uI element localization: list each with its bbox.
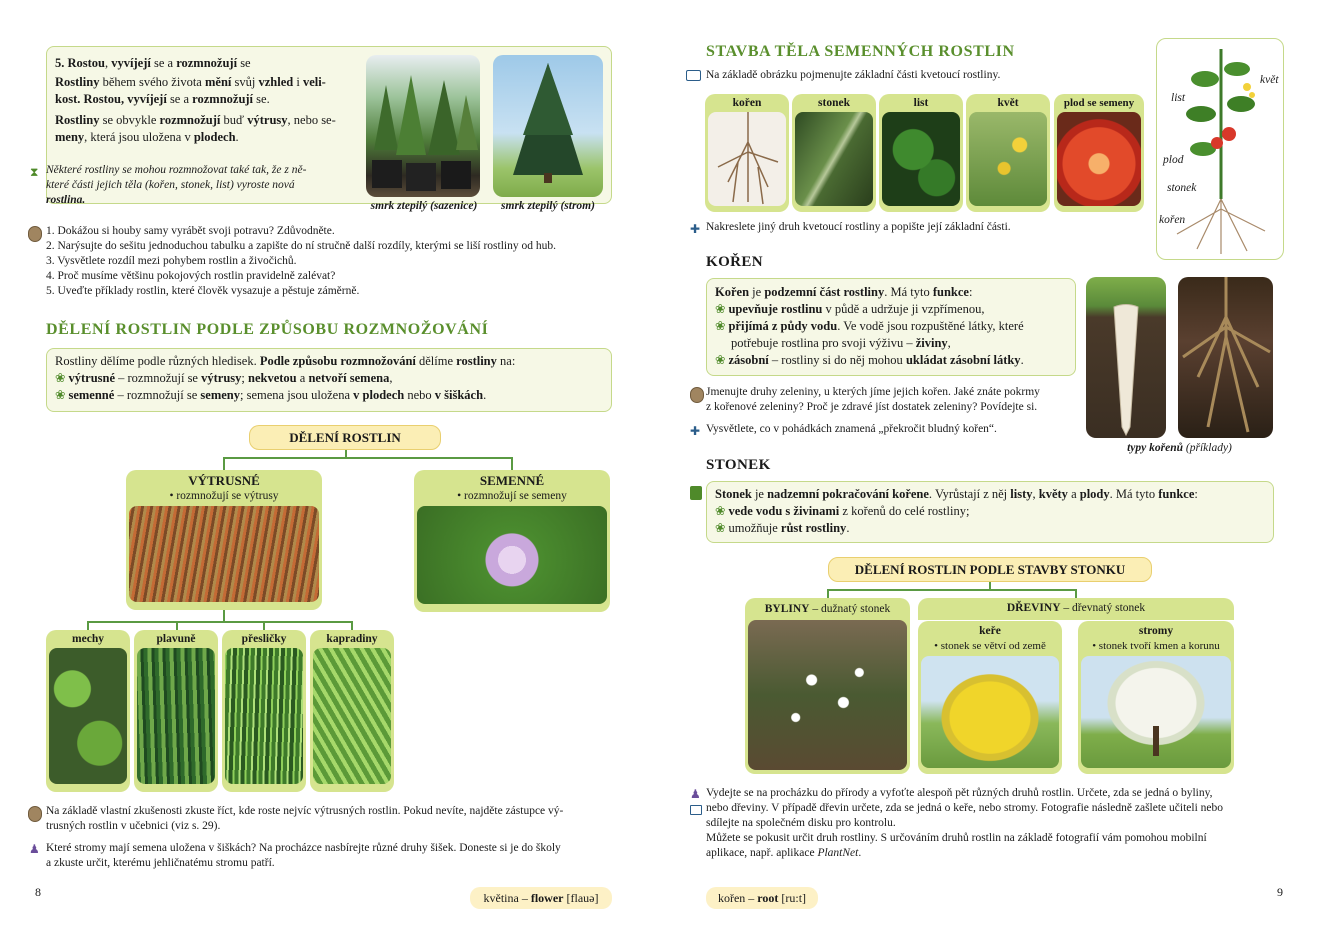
puzzle-icon: ✚ — [690, 424, 701, 438]
diagram-label-list: list — [1171, 92, 1186, 104]
tree-connector — [87, 621, 353, 623]
spruce-tree-photo — [493, 55, 603, 197]
parts-instruction: Na základě obrázku pojmenujte základní části kvetoucí rostliny. — [706, 69, 1001, 81]
subgroup-kapradiny: kapradiny — [310, 630, 394, 792]
spruce-seedlings-caption: smrk ztepilý (sazenice) — [370, 200, 478, 212]
part-card-koren: kořen — [705, 94, 789, 212]
stem-tree-root-label: DĚLENÍ ROSTLIN PODLE STAVBY STONKU — [828, 557, 1152, 582]
footer-vocab-left: květina – flower [flauə] — [470, 887, 612, 909]
subgroup-preslicky: přesličky — [222, 630, 306, 792]
part-card-kvet: květ — [966, 94, 1050, 212]
plantnet-app-name: PlantNet — [817, 847, 859, 859]
vytrusne-title: VÝTRUSNÉ — [188, 473, 260, 488]
draw-task: Nakreslete jiný druh kvetoucí rostliny a popište její základní části. — [706, 221, 1011, 233]
flower-closeup-photo — [969, 112, 1047, 206]
part-card-plod: plod se semeny — [1054, 94, 1144, 212]
question-3: 3. Vysvětlete rozdíl mezi pohybem rostlin a živočichů. — [46, 255, 297, 267]
hourglass-icon: ⧗ — [30, 165, 39, 179]
crocus-photo — [417, 506, 607, 604]
photo-walk-task: Vydejte se na procházku do přírody a vyfoťte alespoň pět různých druhů rostlin. Určete, zda se jedná o byliny, nebo dřeviny. V případě dřevin určete, zda se jedná o keře, nebo stromy. Fotografie následně zašlete učiteli nebo sdílejte na společném disku pro kontrolu. Můžete se pokusit určit druh rostliny. S určováním druhů rostlin na základě fotografií vám pomohou mobilní aplikace, např. aplikace PlantNet. — [706, 787, 1223, 859]
bullet-flower-icon: ❀ — [55, 388, 66, 402]
koren-heading: KOŘEN — [706, 254, 764, 270]
puzzle-icon: ✚ — [690, 222, 701, 236]
bullet-flower-icon: ❀ — [55, 371, 66, 385]
stonek-def-box: Stonek je nadzemní pokračování kořene. Vyrůstají z něj listy, květy a plody. Má tyto funkce: ❀ vede vodu s živinami z kořenů do celé rostliny; ❀ umožňuje růst rostliny. — [706, 481, 1274, 543]
koren-def-box: Kořen je podzemní část rostliny. Má tyto funkce: ❀ upevňuje rostlinu v půdě a udržuje ji vzpřímenou, ❀ přijímá z půdy vodu. Ve vodě jsou rozpuštěné látky, které potřebuje rostlina pro svoji výživu – živiny, ❀ zásobní – rostliny si do něj mohou ukládat zásobní látky. — [706, 278, 1076, 376]
bullet-flower-icon: ❀ — [715, 319, 726, 333]
owl-icon — [28, 226, 42, 242]
koren-question-1: Jmenujte druhy zeleniny, u kterých jíme jejich kořen. Jaké znáte pokrmy z kořenové zeleniny? Proč je zdravé jíst dostatek zeleniny? Povídejte si. — [706, 386, 1040, 413]
tree-connector — [511, 457, 513, 471]
koren-question-2: Vysvětlete, co v pohádkách znamená „překročit bludný kořen“. — [706, 423, 997, 435]
diagram-label-kvet: květ — [1260, 74, 1279, 86]
diagram-label-plod: plod — [1163, 154, 1184, 166]
tree-root-label: DĚLENÍ ROSTLIN — [249, 425, 441, 450]
subgroup-plavune: plavuně — [134, 630, 218, 792]
kere-card: keře • stonek se větví od země — [918, 621, 1062, 774]
leaf-closeup-photo — [882, 112, 960, 206]
fibrous-root-photo — [1178, 277, 1273, 438]
vytrusne-sub: • rozmnožují se výtrusy — [169, 490, 279, 502]
question-4: 4. Proč musíme většinu pokojových rostlin pravidelně zalévat? — [46, 270, 336, 282]
semenne-sub: • rozmnožují se semeny — [457, 490, 567, 502]
bullet-flower-icon: ❀ — [715, 521, 726, 535]
part-card-stonek: stonek — [792, 94, 876, 212]
intro-number: 5. — [55, 56, 68, 70]
intro-text: 5. Rostou, vyvíjejí se a rozmnožují se Rostliny během svého života mění svůj vzhled i veli- kost. Rostou, vyvíjejí se a rozmnožují se. Rostliny se obvykle rozmnožují buď výtrusy, nebo se- meny, která jsou uložena v plodech. — [55, 56, 336, 144]
tomato-fruit-photo — [1057, 112, 1141, 206]
walking-person-icon: ♟ — [29, 842, 40, 856]
question-2: 2. Narýsujte do sešitu jednoduchou tabulku a zapište do ní stručně další rozdíly, kterými se liší rostliny od hub. — [46, 240, 556, 252]
walking-person-icon: ♟ — [690, 787, 701, 801]
question-1: 1. Dokážou si houby samy vyrábět svoji potravu? Zdůvodněte. — [46, 225, 335, 237]
spruce-tree-caption: smrk ztepilý (strom) — [501, 200, 595, 212]
moss-photo — [49, 648, 127, 784]
tree-connector — [223, 457, 512, 459]
bullet-flower-icon: ❀ — [715, 302, 726, 316]
horsetail-photo — [225, 648, 303, 784]
page-number-right: 9 — [1277, 885, 1283, 899]
root-closeup-photo — [708, 112, 786, 206]
byliny-card: BYLINY – dužnatý stonek — [745, 598, 910, 774]
diagram-label-stonek: stonek — [1167, 182, 1197, 194]
computer-icon — [690, 805, 702, 815]
dreviny-header: DŘEVINY – dřevnatý stonek — [918, 598, 1234, 620]
plant-diagram-box — [1156, 38, 1284, 260]
fern-photo — [313, 648, 391, 784]
section-heading-body-structure: STAVBA TĚLA SEMENNÝCH ROSTLIN — [706, 43, 1015, 60]
stromy-card: stromy • stonek tvoří kmen a korunu — [1078, 621, 1234, 774]
tree-connector — [918, 618, 1234, 620]
book-icon — [686, 70, 701, 81]
tree-connector — [827, 589, 1077, 591]
classification-def-box: Rostliny dělíme podle různých hledisek. Podle způsobu rozmnožování dělíme rostliny na: ❀ výtrusné – rozmnožují se výtrusy; nekvetou a netvoří semena, ❀ semenné – rozmnožují se semeny; semena jsou uložena v plodech nebo v šiškách. — [46, 348, 612, 412]
forsythia-shrub-photo — [921, 656, 1059, 768]
vegetative-note: Některé rostliny se mohou rozmnožovat také tak, že z ně- které části jejich těla (kořen, stonek, list) vyroste nová rostlina. — [46, 164, 307, 206]
tree-connector — [223, 457, 225, 471]
question-5: 5. Uveďte příklady rostlin, které člověk vysazuje a pěstuje záměrně. — [46, 285, 360, 297]
semenne-title: SEMENNÉ — [479, 473, 545, 488]
book-green-icon — [690, 486, 702, 500]
blossom-tree-photo — [1081, 656, 1231, 768]
stem-closeup-photo — [795, 112, 873, 206]
section-heading-reproduction: DĚLENÍ ROSTLIN PODLE ZPŮSOBU ROZMNOŽOVÁNÍ — [46, 321, 489, 338]
part-card-list: list — [879, 94, 963, 212]
snowdrops-photo — [748, 620, 907, 770]
root-types-caption: typy kořenů (příklady) — [1127, 442, 1232, 454]
clubmoss-photo — [137, 648, 215, 784]
questions-list — [46, 224, 616, 299]
semenne-card — [414, 470, 610, 612]
bottom-task-1: Na základě vlastní zkušenosti zkuste říct, kde roste nejvíc výtrusných rostlin. Pokud nevíte, najděte zástupce vý- trusných rostlin v učebnici (viz s. 29). — [46, 805, 564, 832]
taproot-photo — [1086, 277, 1166, 438]
footer-vocab-right: kořen – root [ru:t] — [706, 887, 818, 909]
diagram-label-koren: kořen — [1159, 214, 1186, 226]
bottom-task-2: Které stromy mají semena uložena v šiškách? Na procházce nasbírejte různé druhy šišek. Doneste si je do školy a zkuste určit, kterému jehličnatému stromu patří. — [46, 842, 561, 869]
bullet-flower-icon: ❀ — [715, 353, 726, 367]
stonek-heading: STONEK — [706, 457, 771, 473]
owl-icon — [28, 806, 42, 822]
page-number-left: 8 — [35, 885, 41, 899]
vytrusne-card — [126, 470, 322, 610]
owl-icon — [690, 387, 704, 403]
moss-sporophyte-photo — [129, 506, 319, 602]
bullet-flower-icon: ❀ — [715, 504, 726, 518]
spruce-seedlings-photo — [366, 55, 480, 197]
subgroup-mechy: mechy — [46, 630, 130, 792]
